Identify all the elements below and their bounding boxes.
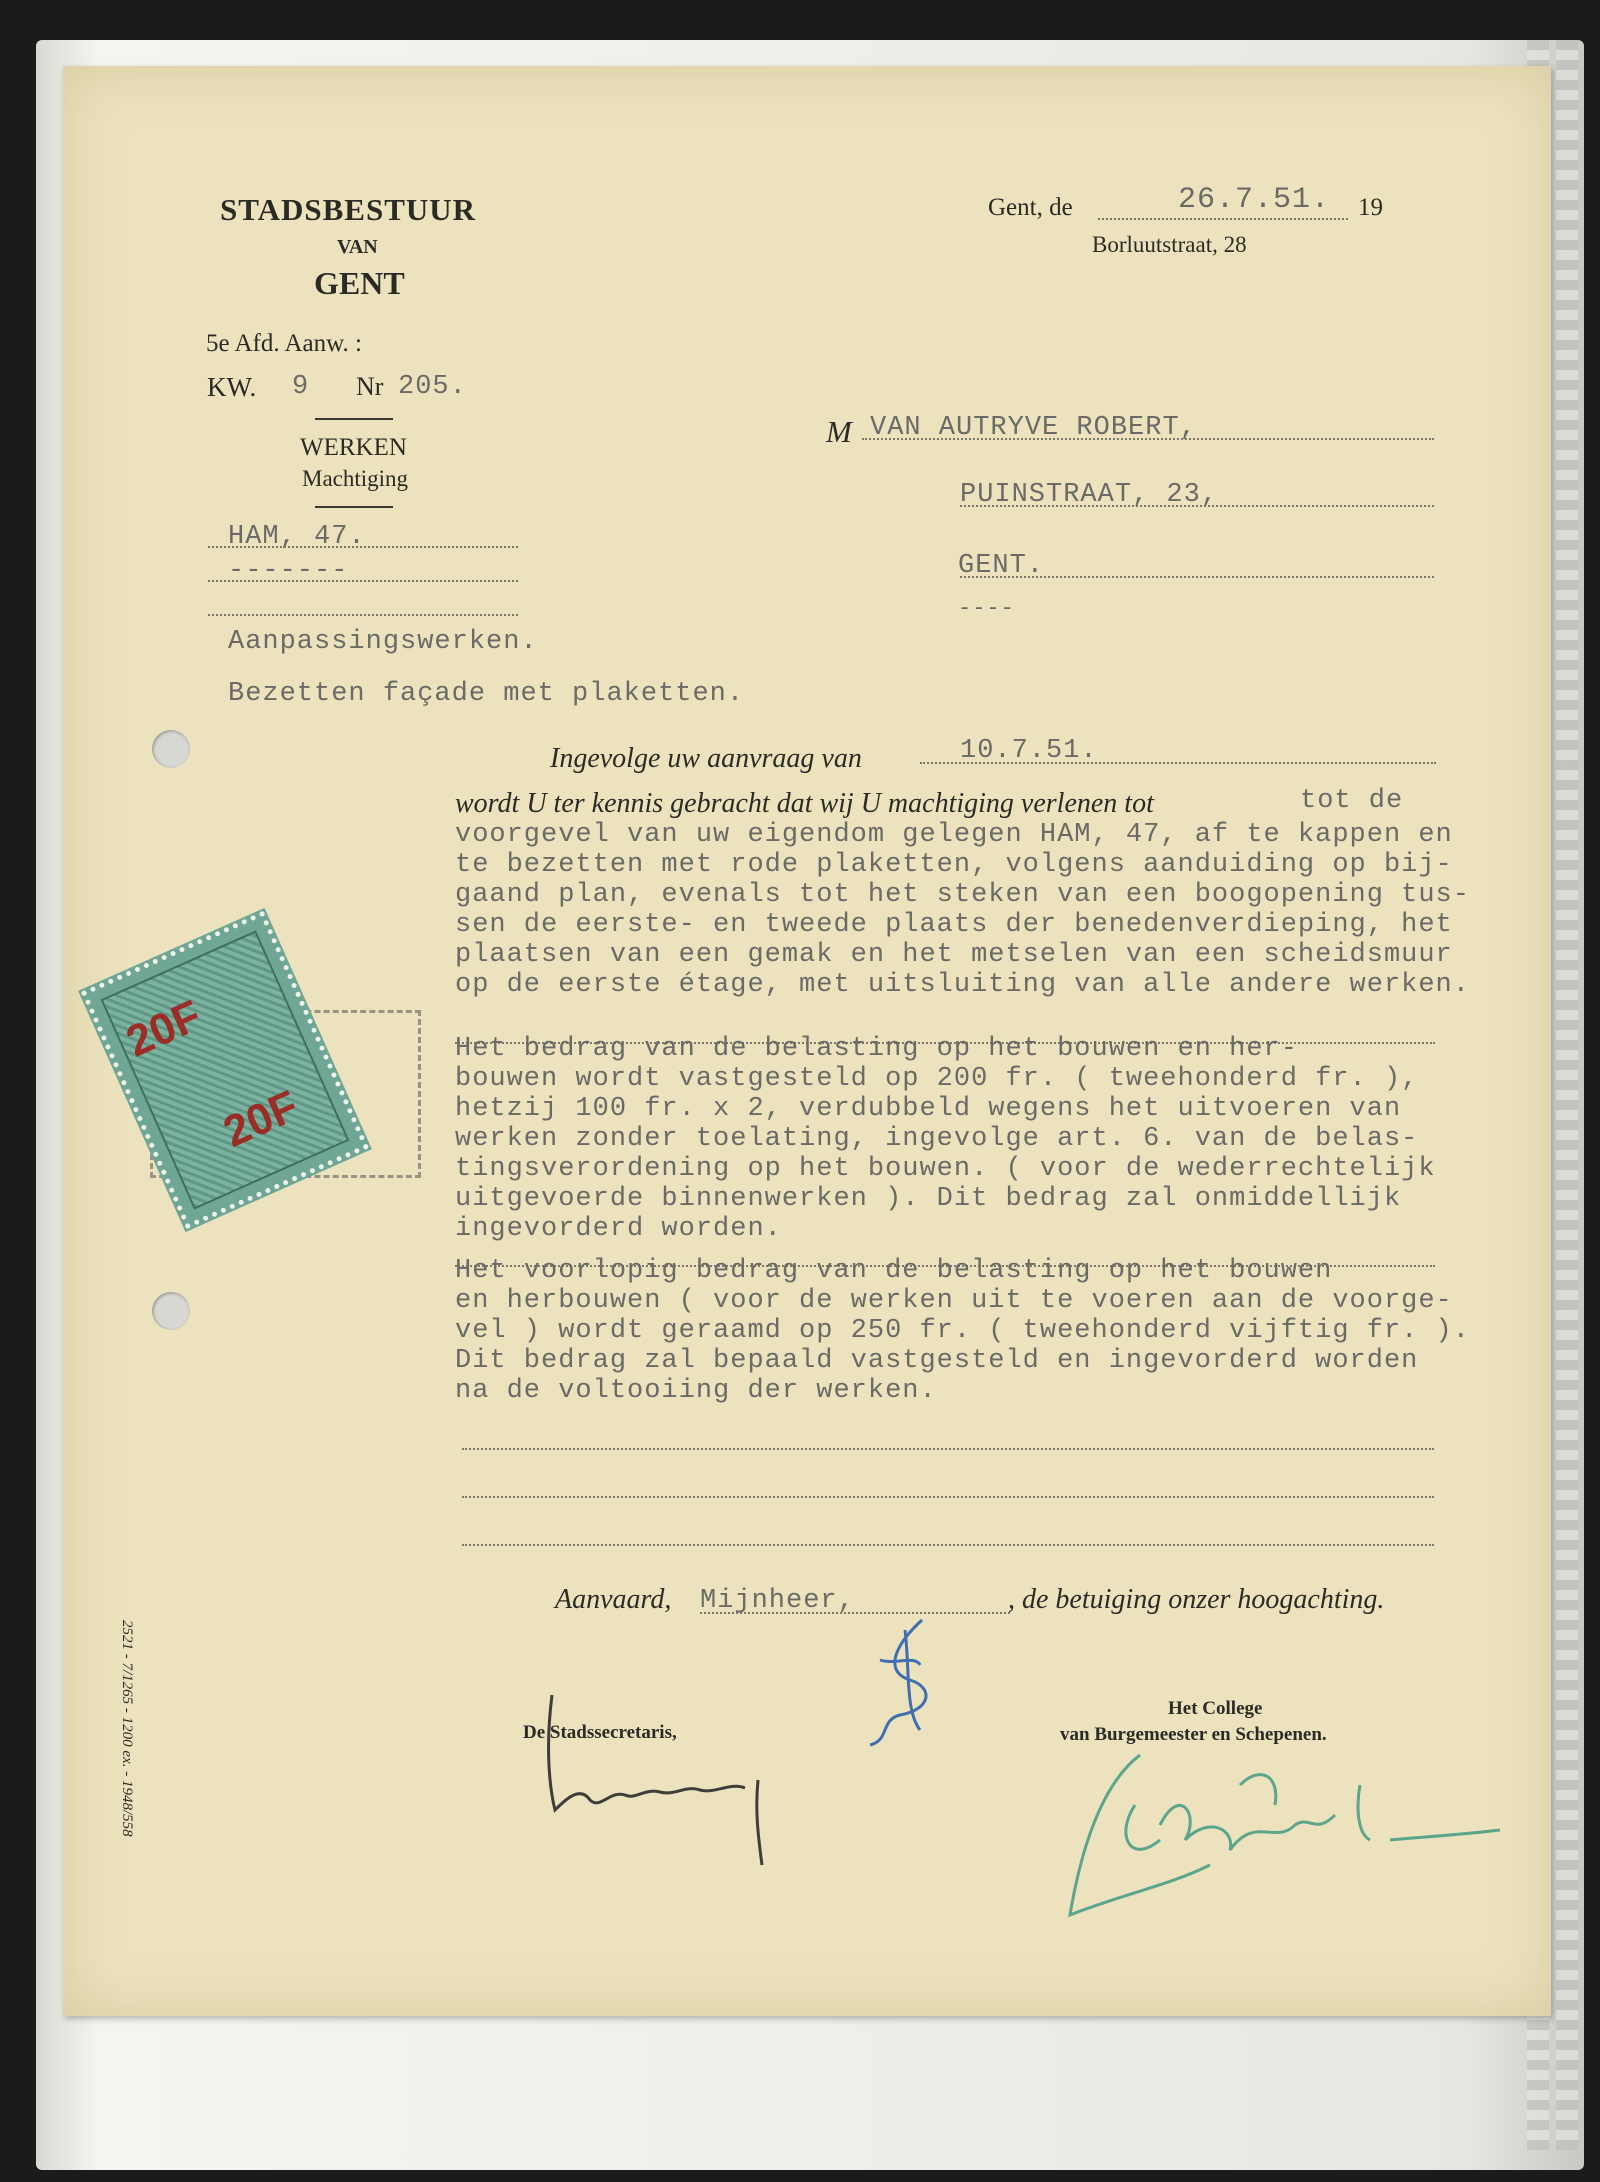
- closing-addressee: Mijnheer,: [700, 1586, 855, 1616]
- stamp-value: 20F: [216, 1081, 306, 1157]
- divider: [315, 418, 393, 420]
- subject-title: Aanpassingswerken.: [228, 627, 538, 657]
- stamp-value: 20F: [119, 990, 209, 1067]
- nr-value: 205.: [398, 372, 467, 402]
- paragraph-2-line: ingevorderd worden.: [455, 1214, 782, 1244]
- paragraph-1-line: plaatsen van een gemak en het metselen van een scheidsmuur: [455, 940, 1453, 970]
- college-signature: [1060, 1745, 1510, 1925]
- salutation: M: [826, 414, 852, 449]
- kw-value: 9: [292, 372, 310, 402]
- department: 5e Afd. Aanw. :: [206, 330, 362, 357]
- authorization-notice: wordt U ter kennis gebracht dat wij U machtiging verlenen tot: [455, 788, 1154, 819]
- paragraph-3-line: Het voorlopig bedrag van de belasting op het bouwen: [455, 1256, 1333, 1286]
- subject-line: [208, 614, 518, 616]
- paragraph-3-line: Dit bedrag zal bepaald vastgesteld en ingevorderd worden: [455, 1346, 1419, 1376]
- subject-line: [208, 546, 518, 548]
- subject-description: Bezetten façade met plaketten.: [228, 679, 745, 709]
- blank-line: [462, 1544, 1434, 1546]
- nr-label: Nr: [356, 372, 384, 401]
- right-signatory-title-2: van Burgemeester en Schepenen.: [1060, 1724, 1327, 1745]
- right-signatory-title-1: Het College: [1168, 1698, 1263, 1719]
- blank-line: [462, 1496, 1434, 1498]
- recipient-name: VAN AUTRYVE ROBERT,: [870, 413, 1197, 443]
- office-address: Borluutstraat, 28: [1092, 232, 1247, 257]
- left-signatory-title: De Stadssecretaris,: [523, 1722, 677, 1743]
- paragraph-3-line: en herbouwen ( voor de werken uit te voeren aan de voorge-: [455, 1286, 1453, 1316]
- paragraph-1-line: op de eerste étage, met uitsluiting van alle andere werken.: [455, 970, 1470, 1000]
- divider: [315, 506, 393, 508]
- paragraph-1-line: gaand plan, evenals tot het steken van een boogopening tus-: [455, 880, 1470, 910]
- punch-hole: [152, 1292, 190, 1330]
- section-subtitle: Machtiging: [302, 466, 409, 491]
- date-line: [1098, 218, 1348, 220]
- paragraph-2-line: Het bedrag van de belasting op het bouwen en her-: [455, 1034, 1298, 1064]
- recipient-street: PUINSTRAAT, 23,: [960, 480, 1219, 510]
- subject-line: [208, 580, 518, 582]
- paragraph-2-line: werken zonder toelating, ingevolge art. 6. van de belas-: [455, 1124, 1419, 1154]
- sleeve-edge: [1556, 40, 1578, 2150]
- org-van: VAN: [337, 236, 378, 258]
- request-date: 10.7.51.: [960, 736, 1098, 766]
- section-title: WERKEN: [300, 434, 407, 461]
- authorization-notice-typed: tot de: [1300, 786, 1404, 816]
- paragraph-2-line: hetzij 100 fr. x 2, verdubbeld wegens het uitvoeren van: [455, 1094, 1402, 1124]
- paragraph-1-line: voorgevel van uw eigendom gelegen HAM, 47, af te kappen en: [455, 820, 1453, 850]
- letter-date: 26.7.51.: [1178, 183, 1331, 217]
- paragraph-1-line: sen de eerste- en tweede plaats der benedenverdieping, het: [455, 910, 1453, 940]
- blank-line: [462, 1448, 1434, 1450]
- punch-hole: [152, 730, 190, 768]
- subject-location: HAM, 47.: [228, 522, 366, 552]
- paragraph-2-line: tingsverordening op het bouwen. ( voor de wederrechtelijk: [455, 1154, 1436, 1184]
- closing-prefix: Aanvaard,: [555, 1584, 672, 1615]
- paragraph-2-line: uitgevoerde binnenwerken ). Dit bedrag zal onmiddellijk: [455, 1184, 1402, 1214]
- org-city: GENT: [314, 265, 405, 301]
- secretary-signature: [540, 1690, 780, 1870]
- recipient-city-underline: ----: [958, 596, 1015, 621]
- paragraph-3-line: vel ) wordt geraamd op 250 fr. ( tweehonderd vijftig fr. ).: [455, 1316, 1470, 1346]
- closing-suffix: , de betuiging onzer hoogachting.: [1008, 1584, 1385, 1615]
- org-name: STADSBESTUUR: [220, 192, 477, 227]
- paragraph-2-line: bouwen wordt vastgesteld op 200 fr. ( tweehonderd fr. ),: [455, 1064, 1419, 1094]
- paragraph-3-line: na de voltooiing der werken.: [455, 1376, 937, 1406]
- initials-signature: [860, 1610, 950, 1750]
- paragraph-1-line: te bezetten met rode plaketten, volgens aanduiding op bij-: [455, 850, 1453, 880]
- recipient-city: GENT.: [958, 551, 1045, 581]
- subject-location-underline: -------: [228, 556, 349, 586]
- request-label: Ingevolge uw aanvraag van: [550, 743, 862, 774]
- kw-label: KW.: [207, 372, 257, 402]
- place-label: Gent, de: [988, 194, 1073, 221]
- year-prefix: 19: [1358, 194, 1383, 221]
- print-code: 2521 - 7/1265 - 1200 ex. - 1948/558: [119, 1620, 135, 1837]
